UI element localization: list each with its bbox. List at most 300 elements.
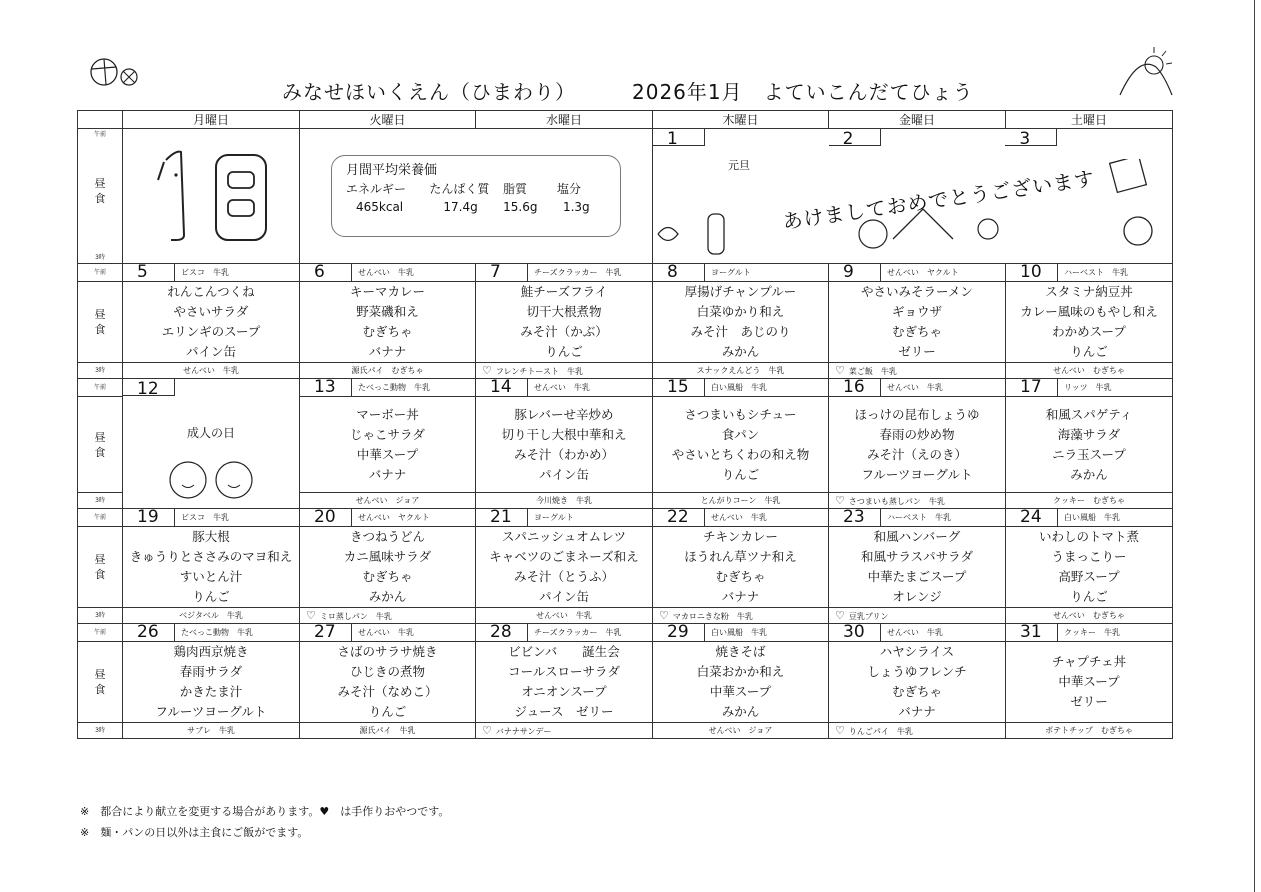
morning-snack: チーズクラッカー 牛乳 <box>534 268 622 277</box>
lunch-menu-31 <box>1006 642 1173 723</box>
morning-snack: せんべい 牛乳 <box>887 383 943 392</box>
new-year-greeting: あけましておめでとうございます <box>781 166 1097 234</box>
day-header-31 <box>1006 624 1173 642</box>
menu-item: 焼きそば <box>715 644 766 659</box>
afternoon-snack-28 <box>476 723 653 739</box>
afternoon-snack-6 <box>300 363 476 379</box>
holiday-label: 成人の日 <box>186 426 235 440</box>
day-number: 23 <box>829 509 881 526</box>
morning-snack: ビスコ 牛乳 <box>181 268 229 277</box>
afternoon-snack-31 <box>1006 723 1173 739</box>
day-number: 30 <box>829 624 881 641</box>
menu-item: ハヤシライス <box>879 644 955 659</box>
label-lunch-text: 昼食 <box>94 308 106 336</box>
menu-item: みかん <box>721 344 760 359</box>
label-pm: 3時 <box>78 608 123 624</box>
day-header-14 <box>476 379 653 397</box>
menu-item: みそ汁（えのき） <box>866 446 967 462</box>
nutrition-value-salt: 1.3g <box>562 200 590 214</box>
morning-snack: せんべい 牛乳 <box>887 628 943 637</box>
homemade-heart-icon: ♡ <box>835 609 845 622</box>
weekday-tue: 火曜日 <box>300 111 476 129</box>
pm-snack-text: バナナサンデー <box>495 727 552 736</box>
menu-item: チャプチェ丼 <box>1051 654 1127 669</box>
afternoon-snack-27 <box>300 723 476 739</box>
pm-snack-text: 菜ご飯 牛乳 <box>848 367 897 376</box>
lunch-menu-29 <box>653 642 829 723</box>
day-header-10 <box>1006 264 1173 282</box>
menu-item: りんご <box>1070 589 1108 604</box>
menu-item: みそ汁 あじのり <box>690 324 791 339</box>
menu-item: 和風スパゲティ <box>1045 406 1133 422</box>
menu-item: りんご <box>192 589 230 604</box>
menu-item: 豚レバーせ辛炒め <box>514 406 614 422</box>
menu-item: みかん <box>368 589 407 604</box>
morning-snack: せんべい ヤクルト <box>358 513 430 522</box>
label-lunch-text: 昼食 <box>94 668 106 696</box>
menu-item: むぎちゃ <box>362 324 413 339</box>
menu-item: エリンギのスープ <box>161 324 261 339</box>
afternoon-snack-14 <box>476 493 653 509</box>
nutrition-header-energy: エネルギー <box>346 182 407 196</box>
menu-item: 豚大根 <box>192 529 230 544</box>
morning-snack: ハーベスト 牛乳 <box>887 513 951 522</box>
menu-item: やさいみそラーメン <box>861 284 973 299</box>
label-pm: 3時 <box>95 254 105 261</box>
pm-snack-text: 源氏パイ むぎちゃ <box>351 366 424 375</box>
morning-snack: たべっこ動物 牛乳 <box>181 628 253 637</box>
menu-item: かきたま汁 <box>179 684 243 699</box>
day-header-15 <box>653 379 829 397</box>
menu-item: スパニッシュオムレツ <box>501 529 627 544</box>
two-faces-drawing-icon <box>146 455 276 505</box>
morning-snack: 白い風船 牛乳 <box>711 628 767 637</box>
menu-item: すいとん汁 <box>179 569 243 584</box>
day-number: 5 <box>123 264 175 281</box>
nutrition-header-fat: 脂質 <box>502 182 527 196</box>
day-number: 9 <box>829 264 881 281</box>
nutrition-value-fat: 15.6g <box>503 200 538 214</box>
day-number: 27 <box>300 624 352 641</box>
day-header-30 <box>829 624 1006 642</box>
menu-item: むぎちゃ <box>891 324 942 339</box>
menu-item: わかめスープ <box>1052 324 1126 339</box>
label-lunch-text: 昼食 <box>94 430 106 459</box>
menu-item: 切り干し大根中華和え <box>501 426 627 442</box>
lunch-menu-21 <box>476 527 653 608</box>
menu-item: 白菜おかか和え <box>696 664 785 679</box>
homemade-heart-icon: ♡ <box>482 724 492 737</box>
day-number: 12 <box>123 379 175 396</box>
menu-item: みかん <box>1070 466 1108 482</box>
homemade-heart-icon: ♡ <box>306 609 316 622</box>
label-lunch <box>78 282 123 363</box>
pm-snack-text: りんごパイ 牛乳 <box>848 727 913 736</box>
morning-snack: 白い風船 牛乳 <box>1064 513 1120 522</box>
lunch-menu-24 <box>1006 527 1173 608</box>
menu-item: カニ風味サラダ <box>343 549 432 564</box>
pm-snack-text: とんがりコーン 牛乳 <box>700 496 781 505</box>
menu-item: むぎちゃ <box>715 569 766 584</box>
month-1-drawing-icon <box>136 140 286 250</box>
menu-item: キーマカレー <box>349 284 425 299</box>
menu-item: じゃこサラダ <box>350 426 425 442</box>
afternoon-snack-7 <box>476 363 653 379</box>
afternoon-snack-21 <box>476 608 653 624</box>
day-number: 28 <box>476 624 528 641</box>
afternoon-snack-17 <box>1006 493 1173 509</box>
day-number: 26 <box>123 624 175 641</box>
week-snack-row <box>78 624 1173 642</box>
day-header-9 <box>829 264 1006 282</box>
label-am: 午前 <box>78 509 123 527</box>
lunch-menu-27 <box>300 642 476 723</box>
menu-item: むぎちゃ <box>891 684 942 699</box>
pm-snack-text: フレンチトースト 牛乳 <box>495 367 583 376</box>
footnote-2: ※ 麺・パンの日以外は主食にご飯がでます。 <box>80 826 309 839</box>
day-number: 10 <box>1006 264 1058 281</box>
menu-item: れんこんつくね <box>167 284 255 299</box>
pm-snack-text: 豆乳プリン <box>848 612 889 621</box>
lunch-menu-28 <box>476 642 653 723</box>
pm-snack-text: せんべい むぎちゃ <box>1053 366 1125 375</box>
label-pm: 3時 <box>78 363 123 379</box>
new-year-cell <box>653 129 1173 264</box>
menu-item: 中華スープ <box>356 446 419 462</box>
morning-snack: せんべい 牛乳 <box>358 628 414 637</box>
lunch-menu-17 <box>1006 397 1173 493</box>
pm-snack-text: せんべい ジョア <box>708 726 773 735</box>
menu-item: きゅうりとささみのマヨ和え <box>129 549 293 564</box>
label-pm: 3時 <box>78 723 123 739</box>
lunch-menu-22 <box>653 527 829 608</box>
homemade-heart-icon: ♡ <box>835 724 845 737</box>
day-number: 31 <box>1006 624 1058 641</box>
morning-snack: チーズクラッカー 牛乳 <box>534 628 622 637</box>
pm-snack-text: せんべい 牛乳 <box>183 366 239 375</box>
menu-item: フルーツヨーグルト <box>861 466 973 482</box>
lunch-menu-10 <box>1006 282 1173 363</box>
menu-item: ギョウザ <box>891 304 942 319</box>
afternoon-snack-9 <box>829 363 1006 379</box>
weekday-fri: 金曜日 <box>829 111 1006 129</box>
afternoon-snack-29 <box>653 723 829 739</box>
menu-item: バナナ <box>898 704 936 719</box>
menu-item: ほっけの昆布しょうゆ <box>854 406 980 422</box>
day-header-16 <box>829 379 1006 397</box>
menu-item: 鮭チーズフライ <box>520 284 608 299</box>
week-snack-row <box>78 264 1173 282</box>
morning-snack: せんべい ヤクルト <box>887 268 959 277</box>
label-lunch: 昼食 <box>94 177 106 205</box>
menu-item: チキンカレー <box>703 529 778 544</box>
morning-snack: せんべい 牛乳 <box>358 268 414 277</box>
afternoon-snack-8 <box>653 363 829 379</box>
menu-item: やさいとちくわの和え物 <box>671 446 810 462</box>
week-menu-row <box>78 642 1173 723</box>
day-header-8 <box>653 264 829 282</box>
menu-item: みそ汁（とうふ） <box>513 569 614 584</box>
menu-item: 鶏肉西京焼き <box>173 644 249 659</box>
afternoon-snack-24 <box>1006 608 1173 624</box>
menu-item: オニオンスープ <box>521 684 607 699</box>
day-number-1: 1 <box>653 129 705 146</box>
morning-snack: せんべい 牛乳 <box>534 383 590 392</box>
day-header-24 <box>1006 509 1173 527</box>
day-number: 6 <box>300 264 352 281</box>
morning-snack: ヨーグルト <box>711 268 751 277</box>
lunch-menu-26 <box>123 642 300 723</box>
afternoon-snack-23 <box>829 608 1006 624</box>
menu-item: 食パン <box>721 426 760 442</box>
menu-item: ゼリー <box>898 344 936 359</box>
menu-item: オレンジ <box>892 589 942 604</box>
homemade-heart-icon: ♡ <box>482 364 492 377</box>
day-number: 13 <box>300 379 352 396</box>
day-header-23 <box>829 509 1006 527</box>
week-menu-row <box>78 527 1173 608</box>
week-pm-row <box>78 723 1173 739</box>
pm-snack-text: ベジタベル 牛乳 <box>179 611 243 620</box>
week-menu-row <box>78 282 1173 363</box>
homemade-heart-icon: ♡ <box>659 609 669 622</box>
menu-period: 2026年1月 よていこんだてひょう <box>632 80 974 104</box>
morning-snack: リッツ 牛乳 <box>1064 383 1112 392</box>
day-number: 19 <box>123 509 175 526</box>
holiday-label: 元旦 <box>728 159 750 172</box>
day-header-13 <box>300 379 476 397</box>
afternoon-snack-20 <box>300 608 476 624</box>
morning-snack: ヨーグルト <box>534 513 574 522</box>
menu-item: バナナ <box>368 466 407 482</box>
lunch-menu-16 <box>829 397 1006 493</box>
day-header-27 <box>300 624 476 642</box>
lunch-menu-30 <box>829 642 1006 723</box>
pm-snack-text: せんべい ジョア <box>355 496 420 505</box>
day-header-20 <box>300 509 476 527</box>
menu-item: ジュース ゼリー <box>514 704 614 719</box>
menu-calendar <box>77 110 1173 739</box>
label-lunch <box>78 527 123 608</box>
menu-item: むぎちゃ <box>362 569 413 584</box>
menu-item: パイン缶 <box>185 344 236 359</box>
afternoon-snack-19 <box>123 608 300 624</box>
school-name: みなせほいくえん（ひまわり） <box>282 80 576 104</box>
afternoon-snack-26 <box>123 723 300 739</box>
menu-item: 海藻サラダ <box>1057 426 1121 442</box>
label-lunch <box>78 642 123 723</box>
menu-item: ほうれん草ツナ和え <box>684 549 797 564</box>
label-pm: 3時 <box>78 493 123 509</box>
menu-item: 春雨サラダ <box>179 664 243 679</box>
lunch-menu-9 <box>829 282 1006 363</box>
lunch-menu-7 <box>476 282 653 363</box>
day-number: 8 <box>653 264 705 281</box>
nutrition-headers <box>346 180 606 198</box>
menu-item: バナナ <box>721 589 760 604</box>
morning-snack: 白い風船 牛乳 <box>711 383 767 392</box>
day-number: 17 <box>1006 379 1058 396</box>
menu-item: りんご <box>1070 344 1108 359</box>
day-number-2: 2 <box>829 129 881 146</box>
label-lunch <box>78 397 123 493</box>
menu-item: さつまいもシチュー <box>684 406 797 422</box>
new-year-decorations-icon <box>653 159 1173 259</box>
menu-item: スタミナ納豆丼 <box>1045 284 1133 299</box>
week-pm-row <box>78 363 1173 379</box>
day-number: 22 <box>653 509 705 526</box>
pm-snack-text: ポテトチップ むぎちゃ <box>1045 726 1133 735</box>
pm-snack-text: 今川焼き 牛乳 <box>536 496 592 505</box>
weekday-header-row <box>78 111 1173 129</box>
menu-item: マーボー丼 <box>356 406 419 422</box>
morning-snack: せんべい 牛乳 <box>711 513 767 522</box>
weekday-mon: 月曜日 <box>123 111 300 129</box>
footnote-1: ※ 都合により献立を変更する場合があります。♥ は手作りおやつです。 <box>80 805 450 818</box>
menu-item: 中華スープ <box>1058 674 1120 689</box>
day-number: 15 <box>653 379 705 396</box>
homemade-heart-icon: ♡ <box>835 364 845 377</box>
menu-item: ゼリー <box>1070 694 1108 709</box>
menu-item: 和風ハンバーグ <box>873 529 961 544</box>
menu-item: 厚揚げチャンプルー <box>684 284 797 299</box>
weeks-body <box>78 264 1173 739</box>
weekday-wed: 水曜日 <box>476 111 653 129</box>
pm-snack-text: サブレ 牛乳 <box>187 726 235 735</box>
day-header-26 <box>123 624 300 642</box>
menu-item: バナナ <box>368 344 407 359</box>
homemade-heart-icon: ♡ <box>835 494 845 507</box>
nutrition-cell <box>300 129 653 264</box>
menu-item: きつねうどん <box>349 529 425 544</box>
morning-snack: ハーベスト 牛乳 <box>1064 268 1128 277</box>
label-am: 午前 <box>78 264 123 282</box>
day-header-7 <box>476 264 653 282</box>
lunch-menu-14 <box>476 397 653 493</box>
lunch-menu-5 <box>123 282 300 363</box>
day-header-19 <box>123 509 300 527</box>
menu-item: 春雨の炒め物 <box>879 426 955 442</box>
afternoon-snack-15 <box>653 493 829 509</box>
menu-item: パイン缶 <box>538 589 589 604</box>
day-header-22 <box>653 509 829 527</box>
day-header-6 <box>300 264 476 282</box>
menu-item: りんご <box>721 466 760 482</box>
pm-snack-text: ミロ蒸しパン 牛乳 <box>319 612 392 621</box>
menu-item: さばのサラサ焼き <box>337 644 438 659</box>
week-pm-row <box>78 608 1173 624</box>
label-lunch-text: 昼食 <box>94 553 106 581</box>
intro-row <box>78 129 1173 264</box>
label-am: 午前 <box>78 624 123 642</box>
day-number-3: 3 <box>1005 129 1057 146</box>
afternoon-snack-10 <box>1006 363 1173 379</box>
menu-item: みかん <box>721 704 760 719</box>
lunch-menu-15 <box>653 397 829 493</box>
menu-item: しょうゆフレンチ <box>867 664 967 679</box>
day-number: 20 <box>300 509 352 526</box>
day-header-21 <box>476 509 653 527</box>
menu-item: 中華スープ <box>709 684 772 699</box>
pm-snack-text: さつまいも蒸しパン 牛乳 <box>848 497 945 506</box>
menu-item: 野菜磯和え <box>356 304 419 319</box>
pm-snack-text: 源氏パイ 牛乳 <box>359 726 416 735</box>
menu-item: キャベツのごまネーズ和え <box>489 549 639 564</box>
menu-item: フルーツヨーグルト <box>155 704 267 719</box>
nutrition-value-energy: 465kcal <box>356 200 404 214</box>
menu-item: ひじきの煮物 <box>349 664 425 679</box>
day-number: 7 <box>476 264 528 281</box>
morning-snack: クッキー 牛乳 <box>1064 628 1120 637</box>
weekday-sat: 土曜日 <box>1006 111 1173 129</box>
afternoon-snack-13 <box>300 493 476 509</box>
day-header-28 <box>476 624 653 642</box>
nutrition-values <box>346 198 606 216</box>
header <box>0 70 1261 110</box>
afternoon-snack-22 <box>653 608 829 624</box>
afternoon-snack-16 <box>829 493 1006 509</box>
morning-snack: ビスコ 牛乳 <box>181 513 229 522</box>
pm-snack-text: マカロニきな粉 牛乳 <box>672 612 753 621</box>
weekday-thu: 木曜日 <box>653 111 829 129</box>
pm-snack-text: せんべい むぎちゃ <box>1053 611 1125 620</box>
pm-snack-text: スナックえんどう 牛乳 <box>696 366 785 375</box>
menu-item: みそ汁（かぶ） <box>520 324 608 339</box>
label-am: 午前 <box>78 379 123 397</box>
menu-item: 和風サラスパサラダ <box>860 549 973 564</box>
menu-item: 白菜ゆかり和え <box>696 304 785 319</box>
afternoon-snack-5 <box>123 363 300 379</box>
menu-item: ニラ玉スープ <box>1052 446 1126 462</box>
pm-snack-text: クッキー むぎちゃ <box>1053 496 1125 505</box>
morning-snack: たべっこ動物 牛乳 <box>358 383 430 392</box>
month-art-cell <box>123 129 300 264</box>
pm-snack-text: せんべい 牛乳 <box>536 611 592 620</box>
menu-item: りんご <box>545 344 583 359</box>
lunch-menu-19 <box>123 527 300 608</box>
holiday-cell <box>123 379 300 509</box>
lunch-menu-13 <box>300 397 476 493</box>
menu-item: 切干大根煮物 <box>526 304 602 319</box>
page-right-border <box>1254 0 1255 892</box>
week-snack-row <box>78 379 1173 397</box>
lunch-menu-20 <box>300 527 476 608</box>
menu-item: やさいサラダ <box>173 304 249 319</box>
nutrition-header-protein: たんぱく質 <box>429 182 490 196</box>
menu-item: みそ汁（わかめ） <box>513 446 614 462</box>
menu-item: カレー風味のもやし和え <box>1020 304 1158 319</box>
menu-item: パイン缶 <box>538 466 589 482</box>
menu-item: コールスローサラダ <box>508 664 620 679</box>
label-am: 午前 <box>93 131 106 138</box>
lunch-menu-6 <box>300 282 476 363</box>
day-number: 24 <box>1006 509 1058 526</box>
afternoon-snack-30 <box>829 723 1006 739</box>
menu-item: ビビンバ 誕生会 <box>508 644 620 659</box>
lunch-menu-23 <box>829 527 1006 608</box>
day-number: 14 <box>476 379 528 396</box>
day-header-17 <box>1006 379 1173 397</box>
menu-item: 高野スープ <box>1058 569 1120 584</box>
day-header-5 <box>123 264 300 282</box>
nutrition-value-protein: 17.4g <box>443 200 478 214</box>
day-number: 16 <box>829 379 881 396</box>
day-number: 29 <box>653 624 705 641</box>
nutrition-header-salt: 塩分 <box>556 182 581 196</box>
menu-item: うまっこりー <box>1051 549 1127 564</box>
menu-item: 中華たまごスープ <box>867 569 967 584</box>
menu-item: みそ汁（なめこ） <box>337 684 438 699</box>
